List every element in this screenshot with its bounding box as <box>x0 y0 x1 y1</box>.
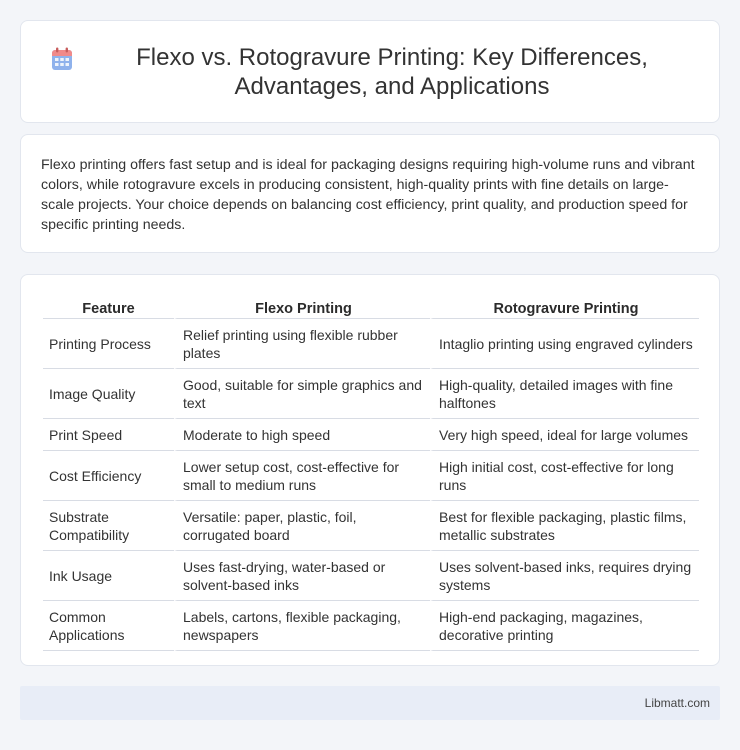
header-feature: Feature <box>43 295 174 319</box>
summary-text: Flexo printing offers fast setup and is ideal for packaging designs requiring high-volume runs and vibrant colors, while rotogravure excels in producing consistent, high-quality prints with fine details on large-scale projects. Your choice depends on balancing cost efficiency, print quality, and production speed for specific printing needs. <box>41 157 695 233</box>
calendar-icon <box>51 47 73 71</box>
flexo-cell: Labels, cartons, flexible packaging, newspapers <box>174 601 430 651</box>
footer-site-link[interactable]: Libmatt.com <box>644 696 710 710</box>
table-row <box>43 319 699 369</box>
comparison-table-card <box>20 274 720 666</box>
feature-cell: Cost Efficiency <box>43 451 174 501</box>
rotogravure-cell: Uses solvent-based inks, requires drying systems <box>430 551 699 601</box>
table-row <box>43 451 699 501</box>
table-row <box>43 551 699 601</box>
feature-cell: Substrate Compatibility <box>43 501 174 551</box>
flexo-cell: Moderate to high speed <box>174 419 430 451</box>
feature-cell: Common Applications <box>43 601 174 651</box>
summary-card <box>20 134 720 253</box>
table-row <box>43 601 699 651</box>
flexo-cell: Lower setup cost, cost-effective for small to medium runs <box>174 451 430 501</box>
rotogravure-cell: Very high speed, ideal for large volumes <box>430 419 699 451</box>
feature-cell: Ink Usage <box>43 551 174 601</box>
rotogravure-cell: Intaglio printing using engraved cylinders <box>430 319 699 369</box>
page-title: Flexo vs. Rotogravure Printing: Key Differences, Advantages, and Applications <box>136 43 648 100</box>
table-row <box>43 419 699 451</box>
flexo-cell: Versatile: paper, plastic, foil, corrugated board <box>174 501 430 551</box>
title-card <box>20 20 720 123</box>
rotogravure-cell: High initial cost, cost-effective for long runs <box>430 451 699 501</box>
footer-bar <box>20 686 720 720</box>
comparison-table <box>43 295 699 651</box>
rotogravure-cell: Best for flexible packaging, plastic films, metallic substrates <box>430 501 699 551</box>
header-rotogravure: Rotogravure Printing <box>430 295 699 319</box>
header-flexo: Flexo Printing <box>174 295 430 319</box>
rotogravure-cell: High-end packaging, magazines, decorative printing <box>430 601 699 651</box>
feature-cell: Print Speed <box>43 419 174 451</box>
feature-cell: Image Quality <box>43 369 174 419</box>
flexo-cell: Relief printing using flexible rubber plates <box>174 319 430 369</box>
flexo-cell: Good, suitable for simple graphics and text <box>174 369 430 419</box>
rotogravure-cell: High-quality, detailed images with fine halftones <box>430 369 699 419</box>
title-wrap <box>51 43 689 101</box>
flexo-cell: Uses fast-drying, water-based or solvent-based inks <box>174 551 430 601</box>
table-header-row <box>43 295 699 319</box>
feature-cell: Printing Process <box>43 319 174 369</box>
table-row <box>43 369 699 419</box>
table-row <box>43 501 699 551</box>
